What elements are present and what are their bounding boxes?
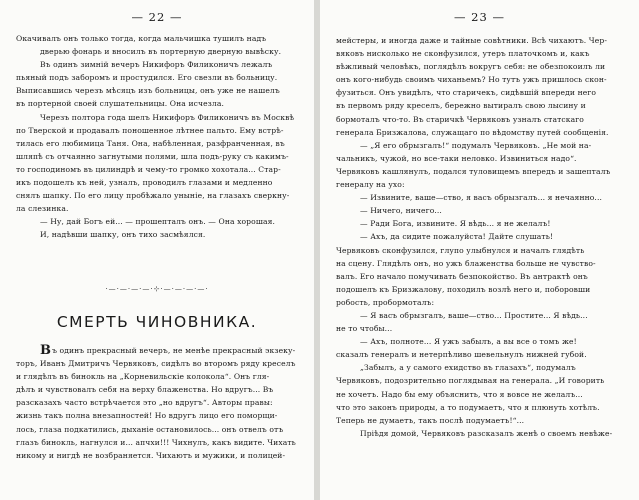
text-line: шляпѣ съ отчаянно загнутыми полями, шла подъ-руку съ какимъ- [16,151,289,161]
text-line: то господиномъ въ цилиндрѣ и чему-то громко хохотала... Стар- [16,164,281,174]
right-page-text [336,34,633,440]
text-line: мейстеры, и иногда даже и тайные совѣтники. Всѣ чихаютъ. Чер- [336,36,607,45]
text-line: разсказахъ часто встрѣчается это „но вдругъ“. Авторы правы: [16,398,273,408]
text-line: Червяковъ кашлянулъ, подался туловищемъ впередъ и зашепталъ [336,166,611,176]
text-line: на сцену. Глядѣлъ онъ, но ужъ блаженства больше не чувство- [336,258,596,268]
story-title: СМЕРТЬ ЧИНОВНИКА. [56,313,258,331]
text-line: Теперь не думаетъ, такъ послѣ подумаетъ!“... [336,415,525,425]
text-line: глазъ бинокль, нагнулся и... апчхи!!! Чихнулъ, какъ видите. Чихать [16,437,296,447]
text-line: жизнь такъ полна внезапностей! Но вдругъ лицо его поморщи- [16,411,278,421]
text-line: лось, глаза подкатились, дыханіе остановилось... онъ отвелъ отъ [16,424,284,434]
first-line-text: ъ одинъ прекрасный вечеръ, не менѣе прекрасный экзеку- [52,346,296,355]
section-ornament: ·—·—·—·—·⊹·—·—·—·—· [105,285,209,293]
right-page [320,0,639,500]
left-page [0,0,314,500]
text-line: Черезъ полтора года шелъ Никифоръ Филиконичъ въ Москвѣ [40,112,295,122]
text-line: дѣлъ и чувствовалъ себя на верху блаженства. Но вдругъ... Въ [16,385,274,395]
text-line: ла слезинка. [16,204,69,214]
page-number-right: — 23 — [454,10,505,24]
text-line: Въ одинъ зимній вечеръ Никифоръ Филиконичъ лежалъ [40,60,273,70]
drop-cap: В [40,344,52,358]
text-line: — „Я его обрызгалъ!“ подумалъ Червяковъ. „Не мой на- [360,140,592,150]
text-line: валъ. Его начало помучивать безпокойство. Въ антрактѣ онъ [336,271,588,281]
text-line: Пріѣдя домой, Червяковъ разсказалъ женѣ о своемъ невѣже- [360,428,613,438]
text-line: торъ, Иванъ Дмитричъ Червяковъ, сидѣлъ во второмъ ряду креселъ [16,359,296,369]
text-line: — Ничего, ничего... [360,206,442,216]
text-line: генерала Бризжалова, служащаго по вѣдомству путей сообщенія. [336,127,609,137]
text-line: сказалъ генералъ и нетерпѣливо шевельнулъ нижней губой. [336,350,587,360]
text-line: И, надѣвши шапку, онъ тихо засмѣялся. [40,230,206,240]
text-line: фузиться. Онъ увидѣлъ, что старичекъ, сидѣвшій впереди него [336,88,597,98]
text-line-first [16,344,308,357]
text-line: Окачивалъ онъ только тогда, когда мальчишка тушилъ надъ [16,34,267,43]
text-line: вяковъ нисколько не сконфузился, утеръ платочкомъ и, какъ [336,49,590,59]
text-line: подошелъ къ Бризжалову, походилъ возлѣ него и, поборовши [336,284,591,294]
text-line: онъ кого-нибудь своимъ чиханьемъ? Но тутъ ужъ пришлось скон- [336,75,607,85]
text-line: — Ради Бога, извините. Я вѣдь... я не желалъ! [360,219,551,229]
text-line: въ портерной своей слушательницы. Она исчезла. [16,99,224,109]
text-line: — Извините, ваше—ство, я васъ обрызгалъ... я нечаянно... [360,193,602,203]
text-line: снялъ шапку. По его лицу пробѣжало уныніе, на глазахъ сверкну- [16,191,290,201]
text-line: вѣжливый человѣкъ, поглядѣлъ вокругъ себя: не обезпокоилъ ли [336,62,606,72]
text-line: бормоталъ что-то. Въ старичкѣ Червяковъ узналъ статскаго [336,114,584,124]
text-line: что это законъ природы, а то подумаетъ, что я плюнуть хотѣлъ. [336,402,600,412]
text-line: — Ахъ, полноте... Я ужъ забылъ, а вы все о томъ же! [360,337,577,347]
text-line: „Забылъ, а у самого ехидство въ глазахъ“, подумалъ [360,363,576,373]
text-line: не то чтобы... [336,324,393,334]
text-line: и глядѣлъ въ бинокль на „Корневильскіе колокола“. Онъ гля- [16,372,270,382]
text-line: чальникъ, чужой, но все-таки неловко. Извиниться надо“. [336,153,577,163]
text-line: Червяковъ, подозрительно поглядывая на генерала. „И говорить [336,376,605,386]
page-number-left: — 22 — [131,10,183,24]
text-line: тилась его любимица Таня. Она, набѣленная, разфранченная, въ [16,138,285,148]
text-line: по Тверской и продавалъ поношенное лѣтнее пальто. Ему встрѣ- [16,125,284,135]
text-line: — Я васъ обрызгалъ, ваше—ство... Простите... Я вѣдь... [360,310,588,320]
text-line: — Ахъ, да сидите пожалуйста! Дайте слушать! [360,232,554,242]
text-line: Выписавшись черезъ мѣсяцъ изъ больницы, онъ уже не нашелъ [16,86,280,96]
text-line: дверью фонарь и вносилъ въ портерную дверную вывѣску. [40,47,282,57]
text-line: никому и нигдѣ не возбраняется. Чихаютъ и мужики, и полицей- [16,450,286,460]
text-line: робость, пробормоталъ: [336,297,435,307]
text-line: генералу на ухо: [336,180,405,190]
text-line: икъ подошелъ къ ней, узналъ, проводилъ глазами и медленно [16,178,273,188]
text-line: не хочетъ. Надо бы ему объяснить, что я вовсе не желалъ... [336,389,583,399]
text-line: пьяный подъ заборомъ и простудился. Его свезли въ больницу. [16,73,278,83]
text-line: Червяковъ сконфузился, глупо улыбнулся и началъ глядѣть [336,245,585,255]
left-page-text-top [16,32,308,242]
text-line: въ первомъ ряду креселъ, бережно вытиралъ свою лысину и [336,101,586,111]
text-line: — Ну, дай Богъ ей... — прошепталъ онъ. — Она хорошая. [40,217,276,227]
left-page-text-bottom [16,344,308,462]
